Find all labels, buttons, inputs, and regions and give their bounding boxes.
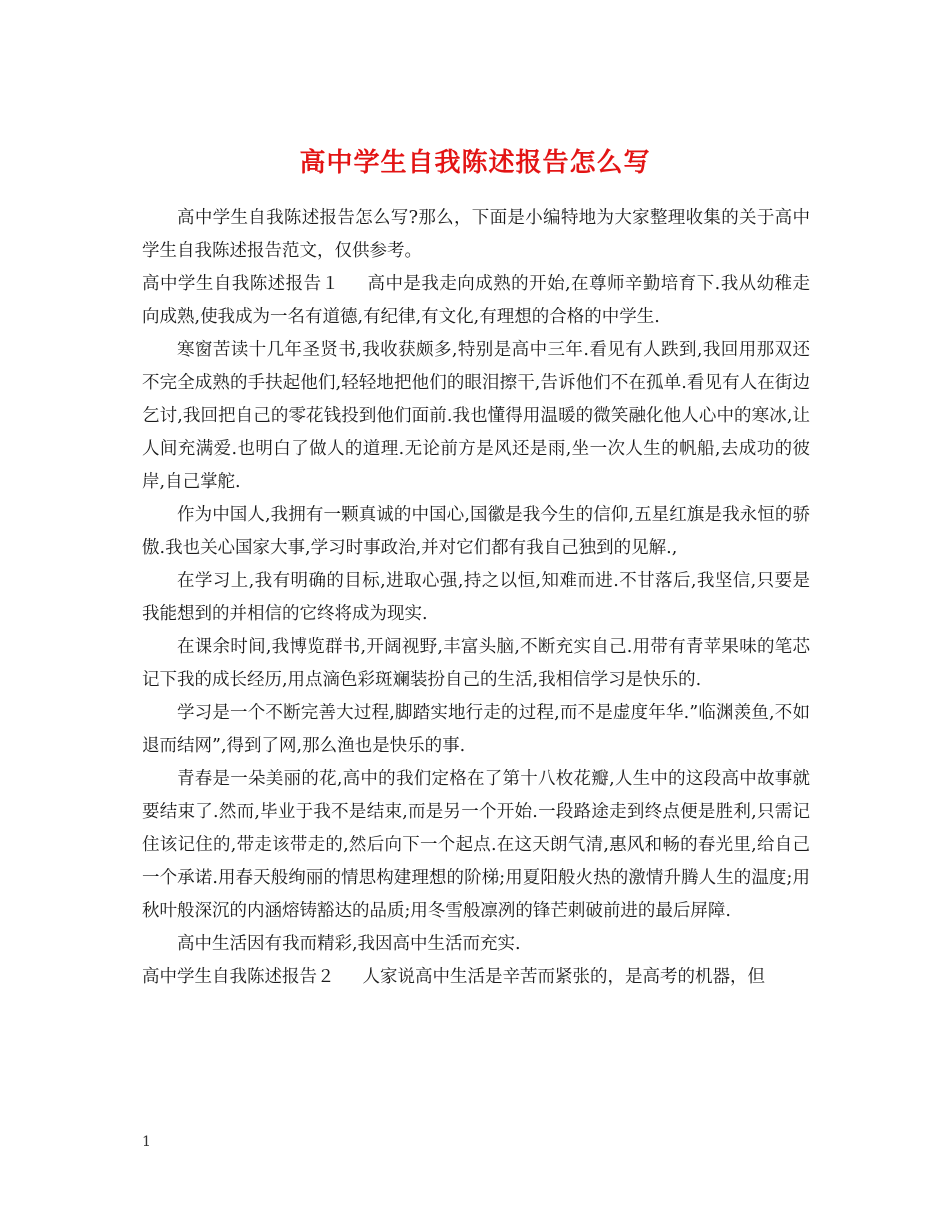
- report-2-first-paragraph: 人家说高中生活是辛苦而紧张的，是高考的机器，但: [362, 967, 765, 987]
- report-1-paragraph: 青春是一朵美丽的花,高中的我们定格在了第十八枚花瓣,人生中的这段高中故事就要结束了.然而,毕业于我不是结束,而是另一个开始.一段路途走到终点便是胜利,只需记住该记住的,带走该带走的,然后向下一个起点.在这天朗气清,惠风和畅的春光里,给自己一个承诺.用春天般绚丽的情思构建理想的阶梯;用夏阳般火热的激情升腾人生的温度;用秋叶般深沉的内涵熔铸豁达的品质;用冬雪般凛冽的锋芒刺破前进的最后屏障.: [142, 769, 810, 921]
- report-1-paragraph: 作为中国人,我拥有一颗真诚的中国心,国徽是我今生的信仰,五星红旗是我永恒的骄傲.我也关心国家大事,学习时事政治,并对它们都有我自己独到的见解.,: [142, 505, 810, 558]
- report-1-paragraph: 学习是一个不断完善大过程,脚踏实地行走的过程,而不是虚度年华.”临渊羡鱼,不如退而结网”,得到了网,那么渔也是快乐的事.: [142, 703, 810, 756]
- report-1-first-paragraph: 高中是我走向成熟的开始,在尊师辛勤培育下.我从幼稚走向成熟,使我成为一名有道德,有纪律,有文化,有理想的合格的中学生.: [142, 274, 811, 327]
- document-title: 高中学生自我陈述报告怎么写: [299, 148, 651, 179]
- page-number: 1: [142, 1134, 151, 1150]
- report-2-heading-paragraph: [142, 961, 810, 994]
- report-1-heading-paragraph: [142, 268, 810, 334]
- document-body: [142, 202, 810, 994]
- report-1-paragraph: 高中生活因有我而精彩,我因高中生活而充实.: [177, 934, 521, 954]
- report-1-paragraph: 寒窗苦读十几年圣贤书,我收获颇多,特别是高中三年.看见有人跌到,我回用那双还不完全成熟的手扶起他们,轻轻地把他们的眼泪擦干,告诉他们不在孤单.看见有人在街边乞讨,我回把自己的零花钱投到他们面前.我也懂得用温暖的微笑融化他人心中的寒冰,让人间充满爱.也明白了做人的道理.无论前方是风还是雨,坐一次人生的帆船,去成功的彼岸,自己掌舵.: [142, 340, 810, 492]
- report-1-paragraph: 在学习上,我有明确的目标,进取心强,持之以恒,知难而进.不甘落后,我坚信,只要是我能想到的并相信的它终将成为现实.: [142, 571, 810, 624]
- report-1-label: 高中学生自我陈述报告１: [142, 274, 340, 294]
- intro-paragraph: 高中学生自我陈述报告怎么写?那么，下面是小编特地为大家整理收集的关于高中学生自我陈述报告范文，仅供参考。: [142, 208, 810, 261]
- report-1-paragraph: 在课余时间,我博览群书,开阔视野,丰富头脑,不断充实自己.用带有青苹果味的笔芯记下我的成长经历,用点滴色彩斑斓装扮自己的生活,我相信学习是快乐的.: [142, 637, 810, 690]
- report-2-label: 高中学生自我陈述报告２: [142, 967, 335, 987]
